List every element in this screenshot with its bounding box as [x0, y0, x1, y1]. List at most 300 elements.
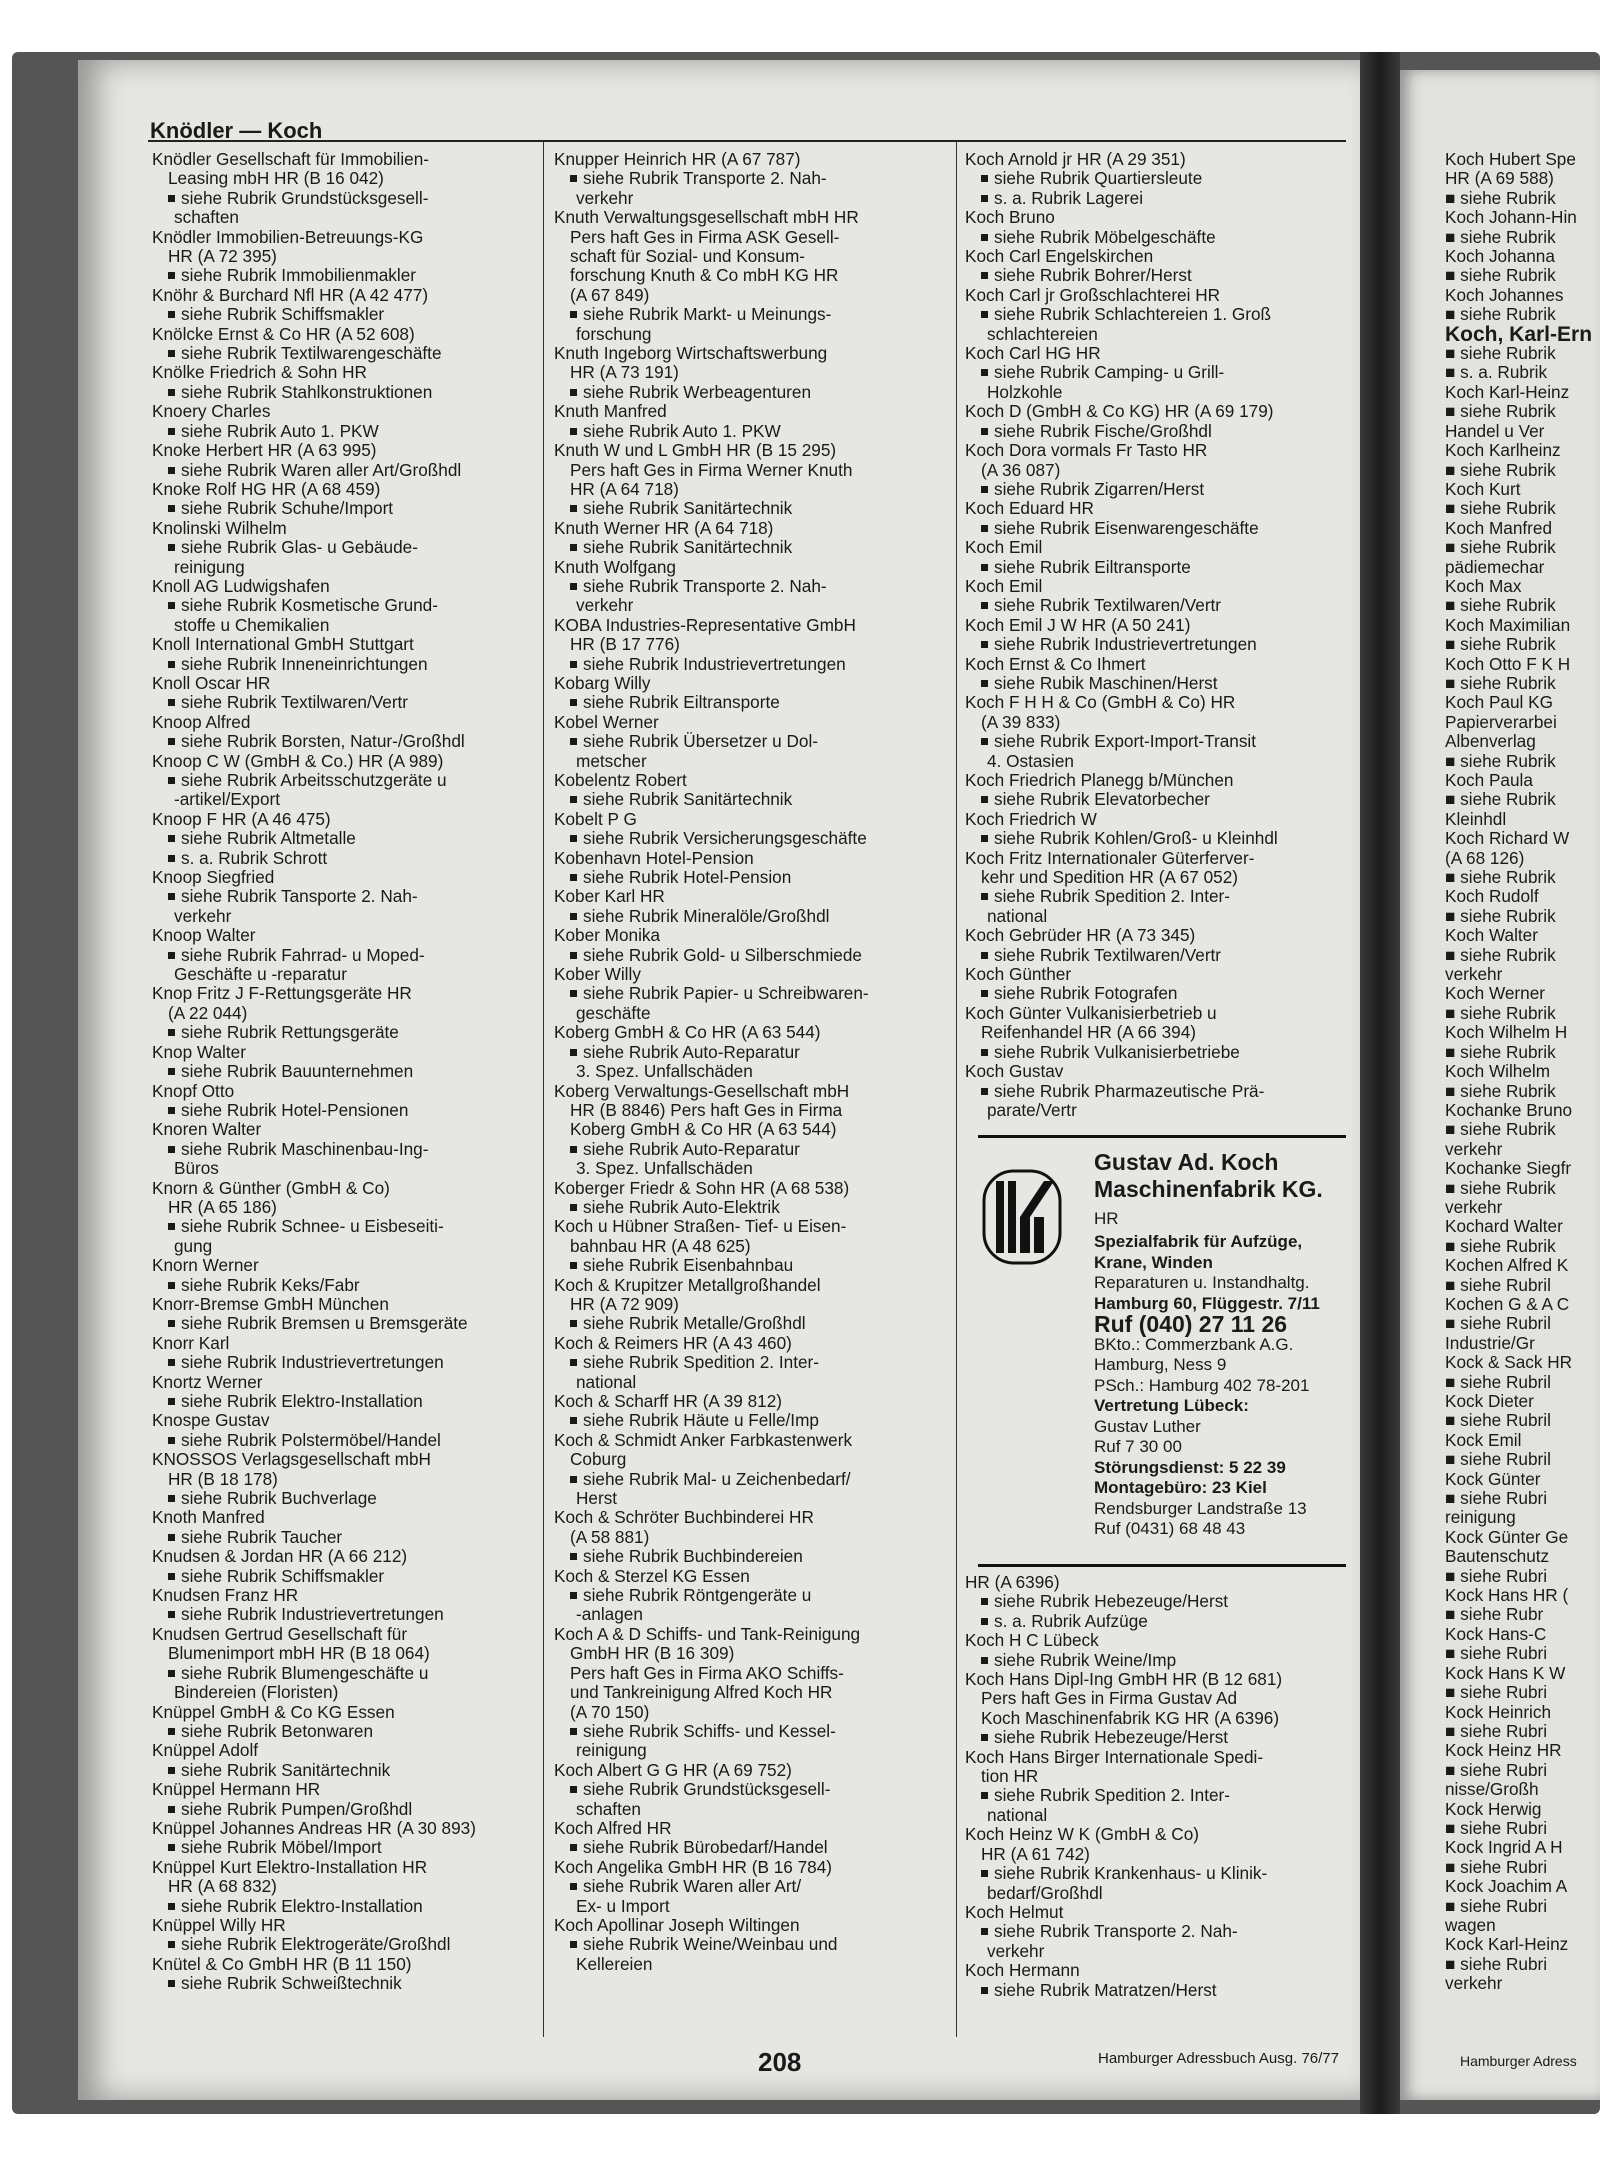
- next-page-line: ■ siehe Rubri: [1445, 1895, 1548, 1916]
- entry-reference: siehe Rubrik Polstermöbel/Handel: [152, 1431, 532, 1450]
- next-page-line: Koch Johanna: [1445, 246, 1555, 267]
- entry-name: Koch Hans Birger Internationale Spedi-: [965, 1746, 1264, 1767]
- entry-reference: siehe Rubrik Schnee- u Eisbeseiti-: [152, 1217, 532, 1236]
- bullet-square-icon: [570, 699, 577, 706]
- directory-entry: [965, 1903, 1355, 1961]
- entry-reference: siehe Rubrik Auto 1. PKW: [152, 422, 532, 441]
- entry-reference: siehe Rubrik Textilwarengeschäfte: [152, 344, 532, 363]
- bullet-square-icon: [570, 175, 577, 182]
- entry-name: Koch Carl HG HR: [965, 343, 1101, 364]
- bullet-square-icon: [981, 564, 988, 571]
- entry-reference-continuation: national: [987, 1804, 1048, 1825]
- column-1: [152, 150, 532, 1994]
- directory-entry: [554, 810, 946, 849]
- entry-reference: siehe Rubrik Hotel-Pension: [554, 868, 946, 887]
- next-page-line: ■ siehe Rubri: [1445, 1682, 1548, 1703]
- directory-entry: [965, 655, 1355, 694]
- entry-continuation: (A 70 150): [570, 1701, 650, 1722]
- directory-entry: [554, 1858, 946, 1916]
- next-page-line: ■ s. a. Rubrik: [1445, 362, 1548, 383]
- next-page-line: Koch Karl-Heinz: [1445, 381, 1570, 402]
- directory-entry: [965, 441, 1355, 499]
- entry-name: Knoll International GmbH Stuttgart: [152, 634, 414, 655]
- next-page-line: Koch Otto F K H: [1445, 653, 1571, 674]
- directory-entry: [965, 771, 1355, 810]
- entry-reference-continuation: schaften: [576, 1798, 641, 1819]
- ad-repairs: Reparaturen u. Instandhaltg.: [1094, 1273, 1310, 1292]
- next-page-line: Kock Heinrich: [1445, 1701, 1552, 1722]
- entry-reference: siehe Rubrik Blumengeschäfte u: [152, 1664, 532, 1683]
- entry-name: Koch Carl jr Großschlachterei HR: [965, 284, 1221, 305]
- entry-name: Kobel Werner: [554, 711, 659, 732]
- directory-entry: [152, 674, 532, 713]
- next-page-line: ■ siehe Rubrik: [1445, 905, 1556, 926]
- entry-reference: s. a. Rubrik Schrott: [152, 849, 532, 868]
- directory-entry: [152, 1858, 532, 1916]
- bullet-square-icon: [570, 661, 577, 668]
- directory-entry: [554, 1276, 946, 1334]
- entry-name: Koch & Sterzel KG Essen: [554, 1565, 750, 1586]
- bullet-square-icon: [570, 1049, 577, 1056]
- entry-name: Knorr Karl: [152, 1332, 230, 1353]
- next-page-line: Kock Joachim A: [1445, 1876, 1568, 1897]
- entry-reference: siehe Rubrik Eiltransporte: [965, 558, 1355, 577]
- next-page-line: ■ siehe Rubrik: [1445, 595, 1556, 616]
- next-page-line: ■ siehe Rubri: [1445, 1643, 1548, 1664]
- directory-entry: [152, 1547, 532, 1586]
- entry-reference-continuation: Holzkohle: [987, 381, 1063, 402]
- bullet-square-icon: [981, 835, 988, 842]
- directory-entry: [965, 286, 1355, 344]
- bullet-square-icon: [981, 369, 988, 376]
- bullet-square-icon: [168, 1806, 175, 1813]
- entry-name: Knoke Herbert HR (A 63 995): [152, 440, 377, 461]
- entry-name: Knuth W und L GmbH HR (B 15 295): [554, 440, 837, 461]
- entry-name: Knüppel Kurt Elektro-Installation HR: [152, 1856, 428, 1877]
- entry-name: Koch Ernst & Co Ihmert: [965, 653, 1146, 674]
- entry-continuation: HR (B 8846) Pers haft Ges in Firma: [570, 1099, 843, 1120]
- next-page-line: ■ siehe Rubri: [1445, 1817, 1548, 1838]
- directory-entry: [152, 1508, 532, 1547]
- entry-reference-continuation: gung: [174, 1235, 213, 1256]
- directory-entry: [152, 1741, 532, 1780]
- bullet-square-icon: [570, 1320, 577, 1327]
- entry-reference: siehe Rubrik Markt- u Meinungs-: [554, 305, 946, 324]
- bullet-square-icon: [168, 777, 175, 784]
- directory-entry: [965, 344, 1355, 402]
- entry-reference: siehe Rubrik Textilwaren/Vertr: [152, 693, 532, 712]
- next-page-line: ■ siehe Rubrik: [1445, 226, 1556, 247]
- entry-reference: siehe Rubrik Industrievertretungen: [965, 635, 1355, 654]
- entry-name: Knoery Charles: [152, 401, 271, 422]
- entry-reference: siehe Rubrik Industrievertretungen: [152, 1353, 532, 1372]
- directory-entry: [965, 849, 1355, 927]
- entry-name: Knorn Werner: [152, 1255, 259, 1276]
- bullet-square-icon: [168, 311, 175, 318]
- entry-reference: siehe Rubrik Fische/Großhdl: [965, 422, 1355, 441]
- column-divider-1: [543, 142, 544, 2037]
- entry-name: Knüppel Johannes Andreas HR (A 30 893): [152, 1817, 476, 1838]
- entry-reference-continuation: Kellereien: [576, 1953, 653, 1974]
- bullet-square-icon: [168, 1359, 175, 1366]
- entry-reference: siehe Rubrik Papier- u Schreibwaren-: [554, 984, 946, 1003]
- next-page-line: ■ siehe Rubrik: [1445, 401, 1556, 422]
- entry-reference-continuation: forschung: [576, 323, 652, 344]
- bullet-square-icon: [168, 389, 175, 396]
- next-page-line: ■ siehe Rubrik: [1445, 1235, 1556, 1256]
- next-page-line: Koch Wilhelm H: [1445, 1022, 1568, 1043]
- bullet-square-icon: [168, 1728, 175, 1735]
- entry-continuation: HR (A 73 191): [570, 362, 679, 383]
- directory-entry: [554, 926, 946, 965]
- next-page-line: Koch Maximilian: [1445, 614, 1571, 635]
- next-page-line: Koch Wilhelm: [1445, 1061, 1551, 1082]
- entry-name: Knudsen Gertrud Gesellschaft für: [152, 1623, 408, 1644]
- next-page-line: Kock Hans HR (: [1445, 1585, 1569, 1606]
- next-page-line: Kock Herwig: [1445, 1798, 1542, 1819]
- bullet-square-icon: [570, 1941, 577, 1948]
- page-footer: Hamburger Adressbuch Ausg. 76/77: [1098, 2050, 1339, 2067]
- ad-phone: Ruf (040) 27 11 26: [1094, 1311, 1288, 1337]
- next-page-line: Kock Günter Ge: [1445, 1526, 1569, 1547]
- bullet-square-icon: [570, 1844, 577, 1851]
- bullet-square-icon: [981, 680, 988, 687]
- next-page-line: Koch Johann-Hin: [1445, 207, 1577, 228]
- entry-reference: siehe Rubrik Elektro-Installation: [152, 1392, 532, 1411]
- entry-reference: siehe Rubrik Altmetalle: [152, 829, 532, 848]
- entry-reference: siehe Rubrik Tansporte 2. Nah-: [152, 887, 532, 906]
- advertisement-koch: [978, 1135, 1346, 1567]
- ad-bank-2: Hamburg, Ness 9: [1094, 1355, 1227, 1374]
- next-page-line: Kochard Walter: [1445, 1216, 1563, 1237]
- company-logo: [982, 1169, 1062, 1265]
- next-page-line: ■ siehe Rubrik: [1445, 343, 1556, 364]
- directory-entry: [965, 810, 1355, 849]
- entry-reference: siehe Rubrik Auto-Elektrik: [554, 1198, 946, 1217]
- bullet-square-icon: [981, 893, 988, 900]
- entry-reference: siehe Rubrik Grundstücksgesell-: [554, 1780, 946, 1799]
- entry-name: Koch Bruno: [965, 207, 1055, 228]
- directory-entry: [965, 577, 1355, 616]
- bullet-square-icon: [981, 195, 988, 202]
- entry-reference-continuation: metscher: [576, 750, 647, 771]
- entry-reference-continuation: verkehr: [576, 595, 634, 616]
- entry-reference: siehe Rubrik Bürobedarf/Handel: [554, 1838, 946, 1857]
- entry-reference-continuation: schlachtereien: [987, 323, 1098, 344]
- next-page-line: ■ siehe Rubrik: [1445, 789, 1556, 810]
- column-2: [554, 150, 946, 1974]
- next-page-line: Kock Günter: [1445, 1468, 1541, 1489]
- entry-reference-continuation: 3. Spez. Unfallschäden: [576, 1061, 753, 1082]
- directory-entry: [152, 402, 532, 441]
- entry-reference: siehe Rubrik Röntgengeräte u: [554, 1586, 946, 1605]
- next-page-line: Koch Werner: [1445, 983, 1545, 1004]
- bullet-square-icon: [981, 525, 988, 532]
- next-page-line: ■ siehe Rubrik: [1445, 498, 1556, 519]
- next-page-line: ■ siehe Rubri: [1445, 1720, 1548, 1741]
- next-page-line: Koch Kurt: [1445, 478, 1521, 499]
- entry-name: Koch Albert G G HR (A 69 752): [554, 1759, 792, 1780]
- entry-name: Knöhr & Burchard Nfl HR (A 42 477): [152, 284, 429, 305]
- bullet-square-icon: [168, 505, 175, 512]
- entry-reference: siehe Rubrik Betonwaren: [152, 1722, 532, 1741]
- entry-name: Knuth Werner HR (A 64 718): [554, 517, 774, 538]
- entry-reference-continuation: stoffe u Chemikalien: [174, 614, 330, 635]
- entry-reference: siehe Rubrik Schlachtereien 1. Groß: [965, 305, 1355, 324]
- next-page-line: Koch Walter: [1445, 925, 1538, 946]
- next-page-line: Kock Ingrid A H: [1445, 1837, 1563, 1858]
- bullet-square-icon: [168, 1980, 175, 1987]
- next-page-line: ■ siehe Rubrik: [1445, 537, 1556, 558]
- next-page-line: Papierverarbei: [1445, 711, 1557, 732]
- directory-entry: [152, 363, 532, 402]
- entry-reference: siehe Rubrik Kosmetische Grund-: [152, 596, 532, 615]
- directory-entry: [554, 1082, 946, 1179]
- ad-bank: BKto.: Commerzbank A.G.: [1094, 1334, 1294, 1354]
- entry-name: Knoop Alfred: [152, 711, 251, 732]
- entry-reference: siehe Rubrik Übersetzer u Dol-: [554, 732, 946, 751]
- entry-name: Koch Helmut: [965, 1901, 1064, 1922]
- entry-reference: siehe Rubrik Transporte 2. Nah-: [554, 577, 946, 596]
- directory-entry: [554, 713, 946, 771]
- entry-reference: siehe Rubrik Eisenwarengeschäfte: [965, 519, 1355, 538]
- entry-reference-continuation: reinigung: [576, 1740, 647, 1761]
- directory-entry: [965, 150, 1355, 208]
- directory-entry: [965, 1825, 1355, 1903]
- entry-reference: siehe Rubrik Taucher: [152, 1528, 532, 1547]
- entry-reference: siehe Rubrik Quartiersleute: [965, 169, 1355, 188]
- next-page-line: Albenverlag: [1445, 731, 1536, 752]
- directory-entry: [152, 1411, 532, 1450]
- directory-entry: [554, 1023, 946, 1081]
- next-page-line: Kock Hans-C: [1445, 1623, 1547, 1644]
- entry-name: Knuth Verwaltungsgesellschaft mbH HR: [554, 207, 859, 228]
- entry-continuation: HR (A 61 742): [981, 1843, 1090, 1864]
- entry-name: Koberger Friedr & Sohn HR (A 68 538): [554, 1177, 850, 1198]
- bullet-square-icon: [168, 1903, 175, 1910]
- entry-name: Koch Hans Dipl-Ing GmbH HR (B 12 681): [965, 1669, 1283, 1690]
- directory-entry: [965, 965, 1355, 1004]
- entry-reference: s. a. Rubrik Aufzüge: [965, 1612, 1355, 1631]
- bullet-square-icon: [570, 1883, 577, 1890]
- next-page-line: ■ siehe Rubril: [1445, 1274, 1551, 1295]
- entry-reference-continuation: verkehr: [576, 187, 634, 208]
- entry-name: Knuth Manfred: [554, 401, 667, 422]
- entry-reference: siehe Rubrik Versicherungsgeschäfte: [554, 829, 946, 848]
- entry-reference-continuation: national: [576, 1371, 637, 1392]
- next-page-line: Kock Dieter: [1445, 1391, 1534, 1411]
- entry-reference-continuation: 3. Spez. Unfallschäden: [576, 1158, 753, 1179]
- next-page-line: Koch, Karl-Ern: [1445, 322, 1593, 346]
- entry-name: Knölcke Ernst & Co HR (A 52 608): [152, 323, 415, 344]
- entry-continuation: (A 67 849): [570, 284, 650, 305]
- directory-entry: [152, 810, 532, 868]
- bullet-square-icon: [570, 1146, 577, 1153]
- ad-company-name-2: Maschinenfabrik KG. HR: [1094, 1176, 1323, 1228]
- bullet-square-icon: [168, 952, 175, 959]
- directory-entry: [554, 1334, 946, 1392]
- bullet-square-icon: [168, 855, 175, 862]
- entry-reference: siehe Rubrik Hebezeuge/Herst: [965, 1592, 1355, 1611]
- entry-continuation: (A 36 087): [981, 459, 1061, 480]
- bullet-square-icon: [168, 699, 175, 706]
- bullet-square-icon: [168, 1573, 175, 1580]
- entry-name: Koch Arnold jr HR (A 29 351): [965, 149, 1186, 169]
- bullet-square-icon: [570, 738, 577, 745]
- entry-name: Knoren Walter: [152, 1119, 262, 1140]
- next-page-line: Koch Paula: [1445, 770, 1533, 790]
- next-page-line: ■ siehe Rubri: [1445, 1488, 1548, 1509]
- entry-reference: siehe Rubrik Möbelgeschäfte: [965, 228, 1355, 247]
- entry-name: Knütel & Co GmbH HR (B 11 150): [152, 1953, 412, 1974]
- entry-name: Knop Fritz J F-Rettungsgeräte HR: [152, 983, 412, 1004]
- directory-entry: [965, 1748, 1355, 1826]
- directory-entry: [152, 286, 532, 325]
- bullet-square-icon: [168, 1670, 175, 1677]
- entry-continuation: Pers haft Ges in Firma Gustav Ad: [981, 1688, 1237, 1709]
- entry-name: Koch Alfred HR: [554, 1817, 672, 1838]
- next-page-line: ■ siehe Rubrik: [1445, 750, 1556, 771]
- entry-reference: siehe Rubrik Rettungsgeräte: [152, 1023, 532, 1042]
- bullet-square-icon: [168, 1437, 175, 1444]
- entry-reference-continuation: schaften: [174, 207, 239, 228]
- bullet-square-icon: [168, 1844, 175, 1851]
- entry-name: Knüppel Adolf: [152, 1740, 259, 1761]
- next-page-line: ■ siehe Rubrik: [1445, 304, 1556, 325]
- next-page-line: Kochanke Bruno: [1445, 1099, 1573, 1120]
- entry-reference: siehe Rubrik Sanitärtechnik: [152, 1761, 532, 1780]
- entry-reference: siehe Rubrik Arbeitsschutzgeräte u: [152, 771, 532, 790]
- directory-entry: [554, 674, 946, 713]
- entry-name: Koch Dora vormals Fr Tasto HR: [965, 440, 1208, 461]
- bullet-square-icon: [168, 1107, 175, 1114]
- column-divider-2: [956, 142, 957, 2037]
- directory-entry: [152, 228, 532, 286]
- bullet-square-icon: [981, 272, 988, 279]
- directory-entry: [152, 984, 532, 1042]
- entry-reference: siehe Rubrik Spedition 2. Inter-: [965, 887, 1355, 906]
- next-page-line: reinigung: [1445, 1507, 1516, 1528]
- bullet-square-icon: [168, 893, 175, 900]
- entry-name: Koch Emil: [965, 537, 1043, 558]
- header-rule: [148, 140, 1346, 142]
- bullet-square-icon: [981, 641, 988, 648]
- bullet-square-icon: [168, 1941, 175, 1948]
- entry-reference: siehe Rubrik Schiffsmakler: [152, 1567, 532, 1586]
- directory-entry: [152, 1295, 532, 1334]
- ad-top-rule: [978, 1135, 1346, 1138]
- entry-name: Koch Apollinar Joseph Wiltingen: [554, 1914, 800, 1935]
- directory-entry: [554, 849, 946, 888]
- bullet-square-icon: [981, 1870, 988, 1877]
- bullet-square-icon: [981, 175, 988, 182]
- next-page-line: Kock & Sack HR: [1445, 1352, 1573, 1373]
- bullet-square-icon: [981, 1049, 988, 1056]
- directory-entry: [965, 1062, 1355, 1120]
- entry-reference: siehe Rubrik Schiffsmakler: [152, 305, 532, 324]
- entry-reference-continuation: -artikel/Export: [174, 789, 281, 810]
- entry-name: Knorn & Günther (GmbH & Co): [152, 1177, 390, 1198]
- entry-name: Koch Angelika GmbH HR (B 16 784): [554, 1856, 832, 1877]
- next-page-line: verkehr: [1445, 1196, 1503, 1217]
- entry-name: Knudsen & Jordan HR (A 66 212): [152, 1546, 408, 1567]
- directory-entry: [554, 1916, 946, 1974]
- next-page-line: Koch Johannes: [1445, 284, 1564, 305]
- directory-entry: [152, 713, 532, 752]
- entry-reference: siehe Rubrik Eisenbahnbau: [554, 1256, 946, 1275]
- bullet-square-icon: [168, 835, 175, 842]
- bullet-square-icon: [981, 311, 988, 318]
- directory-entry: [152, 868, 532, 926]
- directory-entry: [152, 1043, 532, 1082]
- entry-reference: siehe Rubrik Keks/Fabr: [152, 1276, 532, 1295]
- directory-entry: [554, 519, 946, 558]
- directory-entry: [554, 965, 946, 1023]
- entry-reference: siehe Rubrik Schweißtechnik: [152, 1974, 532, 1993]
- entry-continuation: HR (A 65 186): [168, 1196, 277, 1217]
- entry-name: Kober Willy: [554, 964, 641, 985]
- directory-entry: [152, 1955, 532, 1994]
- bullet-square-icon: [570, 1359, 577, 1366]
- next-page-line: Kock Hans K W: [1445, 1662, 1566, 1683]
- directory-entry: [554, 441, 946, 519]
- entry-reference: siehe Rubrik Auto 1. PKW: [554, 422, 946, 441]
- bullet-square-icon: [570, 1786, 577, 1793]
- entry-name: Koch Friedrich W: [965, 808, 1097, 829]
- next-page-line: ■ siehe Rubril: [1445, 1449, 1551, 1470]
- next-page-line: Kock Emil: [1445, 1429, 1522, 1450]
- entry-reference: siehe Rubrik Hebezeuge/Herst: [965, 1728, 1355, 1747]
- directory-entry: [152, 1819, 532, 1858]
- bullet-square-icon: [570, 913, 577, 920]
- entry-reference-continuation: Ex- u Import: [576, 1895, 670, 1916]
- ad-assembly-phone: Ruf (0431) 68 48 43: [1094, 1519, 1246, 1538]
- directory-entry: [554, 150, 946, 208]
- entry-reference: siehe Rubrik Bauunternehmen: [152, 1062, 532, 1081]
- entry-name: Koch Eduard HR: [965, 498, 1094, 519]
- entry-name: Knoop C W (GmbH & Co.) HR (A 989): [152, 750, 444, 771]
- entry-reference: siehe Rubrik Bohrer/Herst: [965, 266, 1355, 285]
- entry-name: Koch & Reimers HR (A 43 460): [554, 1332, 792, 1353]
- bullet-square-icon: [981, 1618, 988, 1625]
- directory-entry: [965, 926, 1355, 965]
- directory-entry: [152, 325, 532, 364]
- entry-reference-continuation: verkehr: [174, 905, 232, 926]
- directory-entry: [965, 693, 1355, 771]
- entry-name: Koch Hermann: [965, 1960, 1080, 1981]
- ad-assembly-office: Montagebüro: 23 Kiel: [1094, 1478, 1267, 1497]
- next-page-line: Koch Paul KG: [1445, 692, 1553, 713]
- entry-reference-continuation: Herst: [576, 1488, 618, 1509]
- next-page-line: (A 68 126): [1445, 847, 1525, 868]
- ad-assembly-address: Rendsburger Landstraße 13: [1094, 1498, 1307, 1518]
- bullet-square-icon: [570, 1417, 577, 1424]
- directory-entry: [554, 1625, 946, 1761]
- bullet-square-icon: [570, 1204, 577, 1211]
- entry-reference: siehe Rubrik Bremsen u Bremsgeräte: [152, 1314, 532, 1333]
- entry-reference: siehe Rubrik Export-Import-Transit: [965, 732, 1355, 751]
- entry-reference: siehe Rubrik Mineralöle/Großhdl: [554, 907, 946, 926]
- entry-name: Koch F H H & Co (GmbH & Co) HR: [965, 692, 1236, 713]
- next-page-line: ■ siehe Rubrik: [1445, 187, 1556, 208]
- next-page-line: ■ siehe Rubri: [1445, 1565, 1548, 1586]
- next-page-line: ■ siehe Rubrik: [1445, 634, 1556, 655]
- book-gutter: [1360, 52, 1400, 2114]
- directory-entry: [965, 1670, 1355, 1748]
- directory-entry: [554, 208, 946, 344]
- directory-entry: [554, 1567, 946, 1625]
- directory-entry: [152, 1082, 532, 1121]
